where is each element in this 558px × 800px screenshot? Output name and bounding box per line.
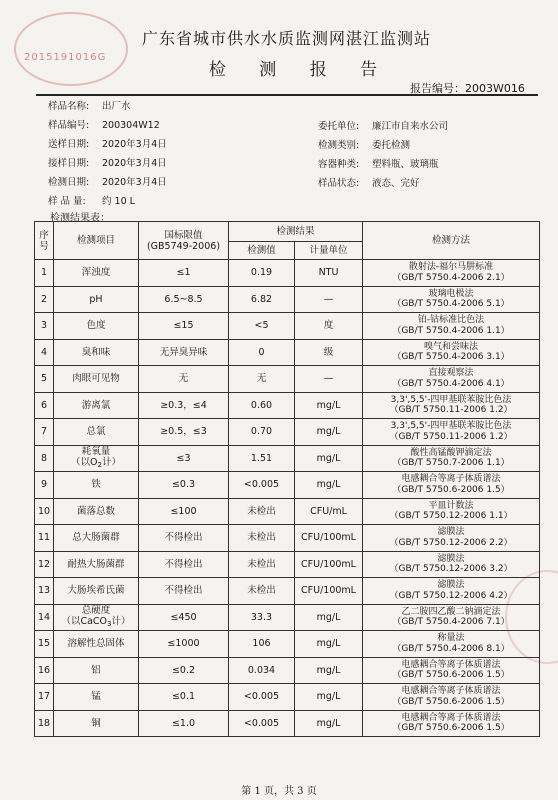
row-no: 2	[35, 286, 54, 313]
row-unit: 度	[295, 313, 363, 340]
table-row	[35, 525, 540, 552]
row-method-standard: （GB/T 5750.4-2006 7.1）	[392, 617, 510, 628]
row-method-standard: （GB/T 5750.12-2006 4.2）	[389, 590, 513, 601]
row-limit: ≥0.3，≤4	[139, 392, 229, 419]
row-method-name: 滤膜法	[437, 580, 465, 591]
row-item-name: 耗氧量	[81, 445, 111, 457]
row-method-name: 称量法	[437, 633, 465, 644]
row-value: 6.82	[229, 286, 295, 313]
table-row	[35, 551, 540, 578]
row-method-standard: （GB/T 5750.4-2006 3.1）	[392, 352, 510, 363]
row-no: 13	[35, 578, 54, 605]
row-item	[54, 551, 139, 578]
row-value: <0.005	[229, 472, 295, 499]
row-method-standard: （GB/T 5750.12-2006 3.2）	[389, 564, 513, 575]
sample-info-value: 200304W12	[102, 120, 160, 131]
row-item-name: 游离氯	[81, 399, 111, 411]
row-no: 17	[35, 684, 54, 711]
row-method-standard: （GB/T 5750.4-2006 8.1）	[392, 643, 510, 654]
row-method-standard: （GB/T 5750.6-2006 1.5）	[392, 670, 510, 681]
row-method-standard: （GB/T 5750.11-2006 1.2）	[389, 431, 513, 442]
row-no: 8	[35, 445, 54, 472]
row-method-standard: （GB/T 5750.6-2006 1.5）	[392, 696, 510, 707]
table-row	[35, 578, 540, 605]
row-no: 3	[35, 313, 54, 340]
row-item	[54, 578, 139, 605]
header-unit: 计量单位	[295, 242, 363, 260]
row-method-name: 乙二胺四乙酸二钠滴定法	[401, 606, 501, 617]
row-method-name: 酸性高锰酸钾滴定法	[410, 447, 492, 458]
sample-info-row	[48, 117, 160, 131]
row-limit: ≤15	[139, 313, 229, 340]
row-method-name: 电感耦合等离子体质谱法	[401, 659, 501, 670]
row-value: 未检出	[229, 525, 295, 552]
row-method-standard: （GB/T 5750.6-2006 1.5）	[392, 723, 510, 734]
seal-number: 2015191016G	[24, 52, 107, 63]
row-unit: mg/L	[295, 710, 363, 737]
sample-info-key: 容器种类:	[318, 159, 360, 170]
row-limit: 6.5~8.5	[139, 286, 229, 313]
sample-info-key: 样品编号:	[48, 120, 90, 131]
row-value: 0.034	[229, 657, 295, 684]
row-value: <0.005	[229, 710, 295, 737]
row-limit: 无	[139, 366, 229, 393]
row-no: 14	[35, 604, 54, 631]
row-item	[54, 445, 139, 472]
row-unit: CFU/100mL	[295, 525, 363, 552]
row-method-name: 电感耦合等离子体质谱法	[401, 712, 501, 723]
row-item	[54, 472, 139, 499]
row-no: 7	[35, 419, 54, 446]
row-item	[54, 339, 139, 366]
row-item-basis-end: 计）	[101, 456, 121, 468]
row-unit: —	[295, 366, 363, 393]
row-method	[363, 472, 540, 499]
table-row	[35, 260, 540, 287]
row-method-standard: （GB/T 5750.11-2006 1.2）	[389, 405, 513, 416]
row-no: 18	[35, 710, 54, 737]
sample-info-value: 廉江市自来水公司	[372, 121, 449, 132]
table-row	[35, 498, 540, 525]
sample-info-value: 出厂水	[102, 101, 131, 112]
row-item	[54, 392, 139, 419]
row-method-standard: （GB/T 5750.4-2006 2.1）	[392, 272, 510, 283]
sample-info-key: 样品状态:	[318, 178, 360, 189]
row-method	[363, 498, 540, 525]
row-method-name: 滤膜法	[437, 553, 465, 564]
row-unit: CFU/mL	[295, 498, 363, 525]
page-footer: 第 1 页，共 3 页	[241, 786, 317, 797]
sample-info-row	[318, 156, 439, 170]
row-item-name: 铜	[91, 717, 101, 729]
row-item-name: 锰	[91, 691, 101, 703]
row-limit: ≤1000	[139, 631, 229, 658]
row-item	[54, 604, 139, 631]
table-row	[35, 286, 540, 313]
row-item-name: 总氯	[86, 426, 106, 438]
row-method	[363, 525, 540, 552]
sample-info-row	[48, 136, 167, 150]
row-method-name: 电感耦合等离子体质谱法	[401, 686, 501, 697]
row-item-basis-subscript: 3	[107, 619, 112, 628]
report-title: 检 测 报 告	[208, 60, 392, 80]
row-method-name: 玻璃电极法	[428, 288, 474, 299]
row-item-name: 铝	[91, 664, 101, 676]
row-item	[54, 631, 139, 658]
row-method	[363, 366, 540, 393]
sample-info-key: 检测类别:	[318, 140, 360, 151]
row-limit: ≤0.1	[139, 684, 229, 711]
row-item-name: 臭和味	[81, 346, 111, 358]
table-row	[35, 313, 540, 340]
row-item-basis-text: （以O	[71, 456, 98, 468]
row-method-standard: （GB/T 5750.4-2006 4.1）	[392, 378, 510, 389]
row-value: 0.60	[229, 392, 295, 419]
table-row	[35, 392, 540, 419]
row-method-name: 电感耦合等离子体质谱法	[401, 474, 501, 485]
row-unit: 级	[295, 339, 363, 366]
row-method	[363, 604, 540, 631]
row-no: 15	[35, 631, 54, 658]
row-method	[363, 286, 540, 313]
header-limit-line2: (GB5749-2006)	[146, 240, 221, 252]
sample-info-key: 样 品 量:	[48, 196, 86, 207]
row-item-basis-end: 计）	[111, 615, 131, 627]
row-method-name: 嗅气和尝味法	[424, 341, 479, 352]
row-limit: ≤0.3	[139, 472, 229, 499]
row-unit: CFU/100mL	[295, 551, 363, 578]
row-unit: mg/L	[295, 657, 363, 684]
row-no: 4	[35, 339, 54, 366]
official-seal-stamp	[14, 12, 128, 86]
row-value: 33.3	[229, 604, 295, 631]
row-item	[54, 710, 139, 737]
row-item	[54, 498, 139, 525]
row-method-standard: （GB/T 5750.7-2006 1.1）	[392, 458, 510, 469]
row-item-basis-subscript: 2	[97, 460, 102, 469]
row-item-basis	[56, 616, 136, 630]
header-no: 序号	[35, 222, 54, 260]
row-value: 未检出	[229, 551, 295, 578]
row-unit: mg/L	[295, 392, 363, 419]
row-item-name: 总硬度	[81, 604, 111, 616]
row-item	[54, 525, 139, 552]
row-method-standard: （GB/T 5750.4-2006 1.1）	[392, 325, 510, 336]
sample-info-row	[48, 174, 167, 188]
row-limit: ≤100	[139, 498, 229, 525]
row-item-name: 浑浊度	[81, 267, 111, 279]
row-method	[363, 339, 540, 366]
row-item-name: 溶解性总固体	[67, 638, 125, 650]
header-divider	[36, 94, 538, 96]
row-no: 5	[35, 366, 54, 393]
row-method	[363, 260, 540, 287]
row-method-name: 3,3',5,5'-四甲基联苯胺比色法	[390, 421, 512, 432]
row-item	[54, 419, 139, 446]
row-unit: mg/L	[295, 631, 363, 658]
row-limit: 不得检出	[139, 525, 229, 552]
row-no: 10	[35, 498, 54, 525]
report-number: 报告编号：2003W016	[410, 82, 525, 95]
row-limit: ≤1.0	[139, 710, 229, 737]
header-result: 检测结果	[229, 222, 363, 242]
row-method-standard: （GB/T 5750.12-2006 2.2）	[389, 537, 513, 548]
row-no: 12	[35, 551, 54, 578]
sample-info-value: 2020年3月4日	[102, 177, 167, 188]
row-item-name: 总大肠菌群	[72, 532, 120, 544]
row-method-name: 3,3',5,5'-四甲基联苯胺比色法	[390, 394, 512, 405]
row-limit: 不得检出	[139, 551, 229, 578]
sample-info-row	[318, 175, 420, 189]
row-method	[363, 578, 540, 605]
row-method	[363, 710, 540, 737]
sample-info-key: 检测日期:	[48, 177, 90, 188]
row-limit: ≥0.5，≤3	[139, 419, 229, 446]
sample-info-row	[48, 193, 135, 207]
table-row	[35, 604, 540, 631]
row-item	[54, 657, 139, 684]
row-unit: —	[295, 286, 363, 313]
row-item-basis-text: （以CaCO	[61, 615, 108, 627]
table-row	[35, 366, 540, 393]
row-no: 1	[35, 260, 54, 287]
row-item	[54, 313, 139, 340]
sample-info-key: 样品名称:	[48, 101, 90, 112]
row-method	[363, 392, 540, 419]
table-row	[35, 339, 540, 366]
row-method-standard: （GB/T 5750.4-2006 5.1）	[392, 299, 510, 310]
sample-info-value: 液态、完好	[372, 178, 420, 189]
row-item	[54, 684, 139, 711]
row-value: 未检出	[229, 498, 295, 525]
header-limit-line1: 国标限值	[164, 229, 203, 241]
row-unit: mg/L	[295, 604, 363, 631]
table-row	[35, 631, 540, 658]
row-value: 106	[229, 631, 295, 658]
row-value: 未检出	[229, 578, 295, 605]
row-item	[54, 286, 139, 313]
row-method-name: 铂-钴标准比色法	[417, 315, 485, 326]
row-method-standard: （GB/T 5750.6-2006 1.5）	[392, 484, 510, 495]
row-method-standard: （GB/T 5750.12-2006 1.1）	[389, 511, 513, 522]
row-no: 11	[35, 525, 54, 552]
row-no: 16	[35, 657, 54, 684]
row-unit: NTU	[295, 260, 363, 287]
row-unit: mg/L	[295, 419, 363, 446]
table-row	[35, 657, 540, 684]
row-limit: 无异臭异味	[139, 339, 229, 366]
header-method: 检测方法	[363, 222, 540, 260]
row-item-name: 肉眼可见物	[72, 373, 120, 385]
sample-info-row	[48, 155, 167, 169]
row-value: 1.51	[229, 445, 295, 472]
row-unit: mg/L	[295, 445, 363, 472]
header-value: 检测值	[229, 242, 295, 260]
row-item-name: 大肠埃希氏菌	[67, 585, 125, 597]
row-item-name: 色度	[86, 320, 106, 332]
row-item	[54, 366, 139, 393]
row-method	[363, 313, 540, 340]
row-value: 0.19	[229, 260, 295, 287]
sample-info-row	[48, 98, 131, 112]
row-unit: CFU/100mL	[295, 578, 363, 605]
row-limit: ≤1	[139, 260, 229, 287]
table-row	[35, 445, 540, 472]
row-limit: ≤0.2	[139, 657, 229, 684]
table-row	[35, 419, 540, 446]
row-method	[363, 684, 540, 711]
row-method	[363, 551, 540, 578]
results-table-label: 检测结果表：	[50, 213, 110, 224]
row-item-name: 菌落总数	[76, 505, 115, 517]
row-limit: ≤3	[139, 445, 229, 472]
row-item	[54, 260, 139, 287]
sample-info-row	[318, 137, 410, 151]
header-item: 检测项目	[54, 222, 139, 260]
sample-info-row	[318, 118, 448, 132]
row-limit: ≤450	[139, 604, 229, 631]
sample-info-key: 委托单位:	[318, 121, 360, 132]
row-item-name: 耐热大肠菌群	[67, 558, 125, 570]
sample-info-value: 2020年3月4日	[102, 139, 167, 150]
row-method	[363, 657, 540, 684]
row-item-name: 铁	[91, 479, 101, 491]
table-row	[35, 684, 540, 711]
table-row	[35, 472, 540, 499]
row-unit: mg/L	[295, 472, 363, 499]
row-method	[363, 445, 540, 472]
row-item-name: pH	[89, 293, 103, 305]
sample-info-value: 委托检测	[372, 140, 411, 151]
organization-title: 广东省城市供水水质监测网湛江监测站	[142, 29, 432, 48]
row-method-name: 直接观察法	[428, 368, 474, 379]
table-row	[35, 710, 540, 737]
sample-info-key: 接样日期:	[48, 158, 90, 169]
row-method-name: 散射法-福尔马肼标准	[408, 262, 494, 273]
row-value: <0.005	[229, 684, 295, 711]
sample-info-value: 塑料瓶、玻璃瓶	[372, 159, 439, 170]
results-table	[34, 221, 540, 737]
row-item-basis	[56, 457, 136, 471]
row-no: 9	[35, 472, 54, 499]
header-limit	[139, 222, 229, 260]
row-unit: mg/L	[295, 684, 363, 711]
row-value: <5	[229, 313, 295, 340]
sample-info-value: 约 10 L	[102, 196, 135, 207]
row-value: 0	[229, 339, 295, 366]
row-method	[363, 631, 540, 658]
row-no: 6	[35, 392, 54, 419]
row-value: 0.70	[229, 419, 295, 446]
row-method	[363, 419, 540, 446]
sample-info-value: 2020年3月4日	[102, 158, 167, 169]
row-limit: 不得检出	[139, 578, 229, 605]
row-value: 无	[229, 366, 295, 393]
row-method-name: 平皿计数法	[428, 500, 474, 511]
sample-info-key: 送样日期:	[48, 139, 90, 150]
row-method-name: 滤膜法	[437, 527, 465, 538]
